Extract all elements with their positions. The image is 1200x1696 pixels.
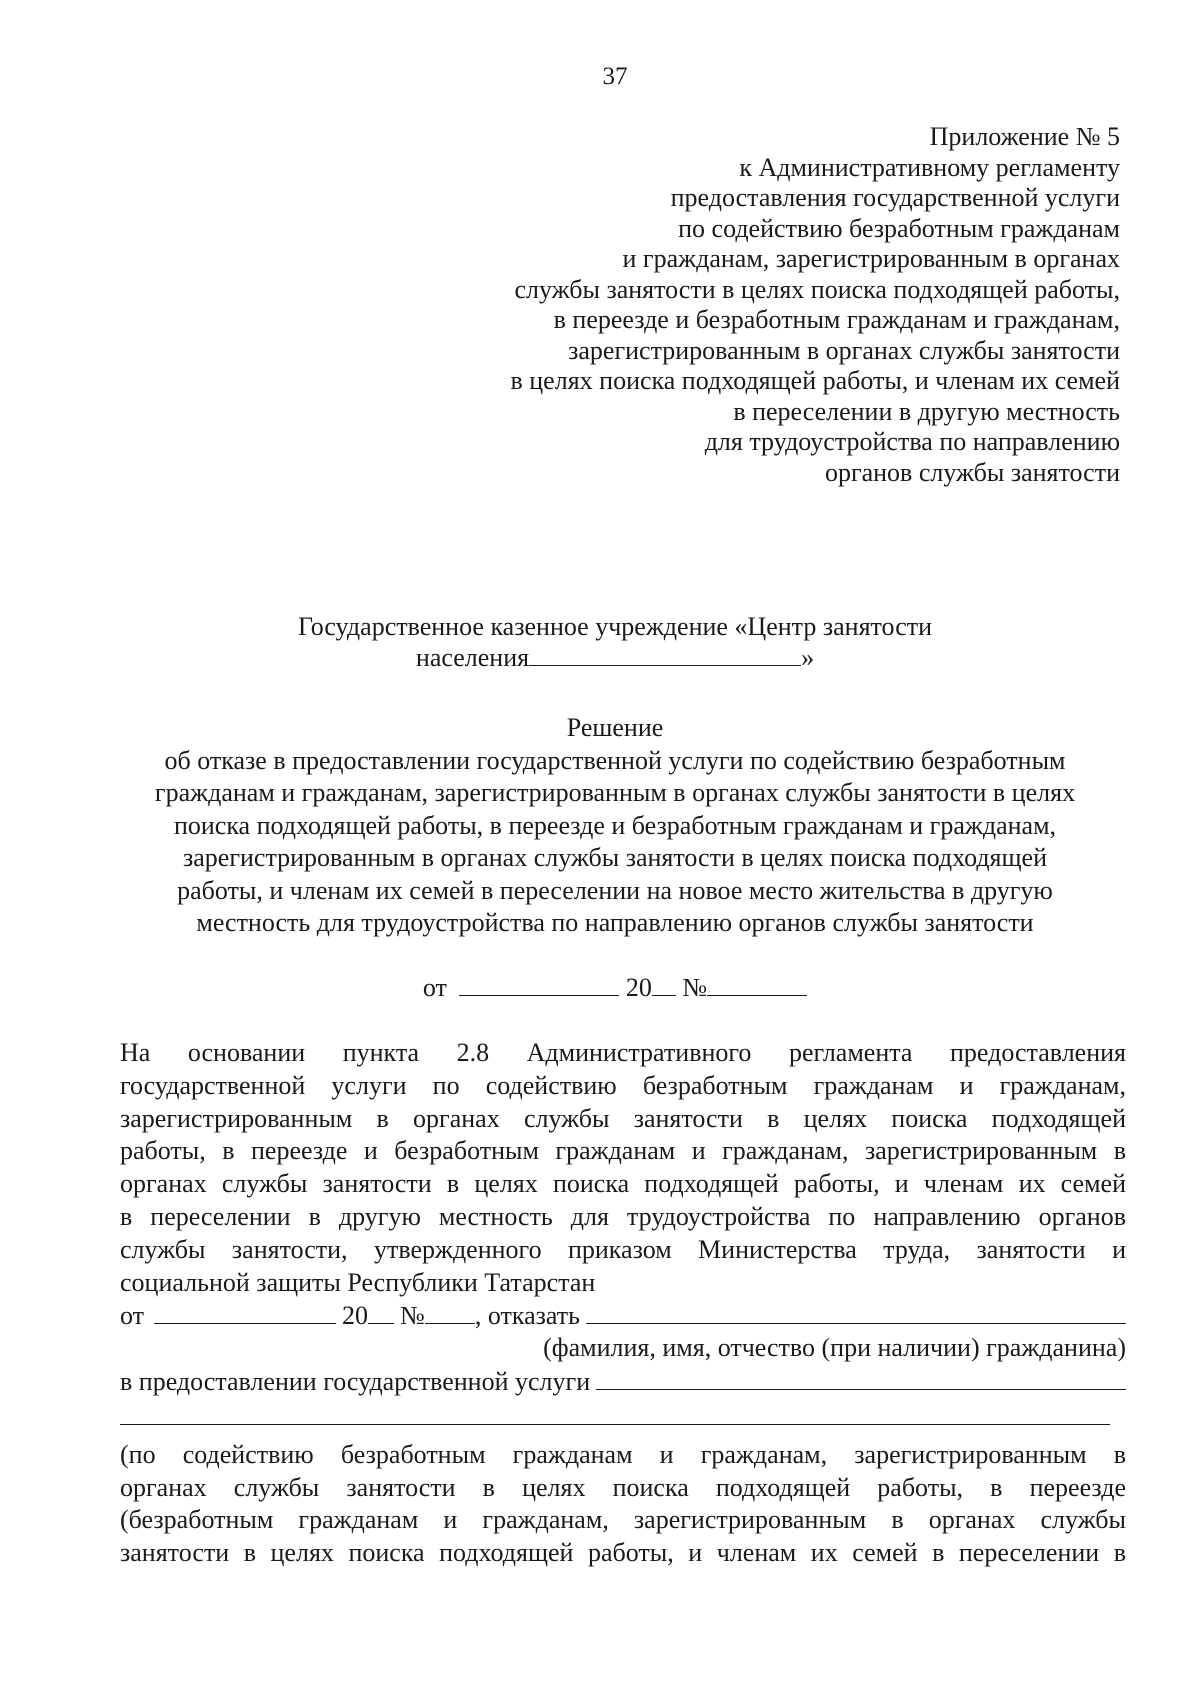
service-caption-line: (по содействию безработным гражданам и гражданам, зарегистрированным в [120,1439,1126,1469]
service-caption-line: (безработным гражданам и гражданам, зарегистрированным в органах службы [120,1505,1126,1535]
order-row [120,1299,1126,1332]
service-caption-line: занятости в целях поиска подходящей работы, и членам их семей в переселении в [120,1538,1126,1568]
number-blank [707,973,807,996]
body-line: в переселении в другую местность для трудоустройства по направлению органов [120,1201,1126,1231]
page-number: 37 [602,63,628,90]
body-line: государственной услуги по содействию безработным гражданам и гражданам, [120,1070,1126,1100]
order-number-blank [425,1301,475,1324]
decision-date-line [0,973,1200,1003]
year-blank [652,973,676,996]
appendix-line: зарегистрированным в органах службы занятости [568,335,1120,365]
service-label: в предоставлении государственной услуги [120,1366,591,1396]
organization-line-1: Государственное казенное учреждение «Центр занятости [297,612,933,641]
decision-line: работы, и членам их семей в переселении на новое место жительства в другую [177,875,1053,905]
appendix-line: предоставления государственной услуги [670,183,1120,212]
organization-heading [0,611,1200,673]
body-line: На основании пункта 2.8 Административного регламента предоставления [120,1038,1126,1067]
service-blank-line [120,1398,1110,1425]
decision-heading [0,712,1200,940]
appendix-line: в целях поиска подходящей работы, и членам их семей [510,366,1120,395]
appendix-line: к Административному регламенту [739,152,1120,182]
body-line: службы занятости, утвержденного приказом Министерства труда, занятости и [120,1234,1126,1264]
order-year-blank [368,1301,394,1324]
citizen-name-caption: (фамилия, имя, отчество (при наличии) гражданина) [543,1333,1126,1363]
order-from-label: от [120,1301,145,1331]
service-blank [596,1365,1126,1390]
number-sign: № [682,973,708,1002]
appendix-line: в переселении в другую местность [733,396,1120,426]
date-year-label: 20 [625,973,652,1002]
service-row [120,1365,1126,1398]
appendix-line: и гражданам, зарегистрированным в органах [622,244,1120,273]
refuse-label: , отказать [474,1301,580,1331]
date-from-label: от [422,973,447,1002]
citizen-name-blank [586,1299,1126,1324]
decision-body [120,1037,1126,1570]
appendix-line: в переезде и безработным гражданам и гражданам, [553,305,1120,334]
body-line: социальной защиты Республики Татарстан [120,1267,596,1297]
order-date-blank [154,1301,336,1324]
body-line: работы, в переезде и безработным гражданам и гражданам, зарегистрированным в [120,1136,1126,1166]
organization-line-2 [0,642,1200,673]
appendix-line: органов службы занятости [824,457,1120,487]
body-line: зарегистрированным в органах службы занятости в целях поиска подходящей [120,1103,1126,1133]
organization-suffix: » [801,643,815,672]
appendix-header [510,122,1120,488]
organization-prefix: населения [415,643,530,672]
decision-title: Решение [566,713,664,742]
organization-name-blank [529,643,801,666]
order-year-label: 20 [342,1301,369,1331]
decision-line: местность для трудоустройства по направлению органов службы занятости [196,908,1034,937]
decision-line: поиска подходящей работы, в переезде и безработным гражданам и гражданам, [173,810,1057,840]
date-blank [459,973,619,996]
appendix-line: Приложение № 5 [929,122,1120,151]
body-line: органах службы занятости в целях поиска подходящей работы, и членам их семей [120,1169,1126,1199]
appendix-line: по содействию безработным гражданам [678,213,1120,243]
appendix-line: службы занятости в целях поиска подходящей работы, [514,274,1120,304]
order-number-sign: № [400,1301,425,1331]
appendix-line: для трудоустройства по направлению [704,427,1120,456]
decision-line: гражданам и гражданам, зарегистрированным в органах службы занятости в целях [154,778,1076,807]
decision-line: зарегистрированным в органах службы занятости в целях поиска подходящей [182,843,1047,872]
decision-line: об отказе в предоставлении государственной услуги по содействию безработным [164,745,1066,775]
service-caption-line: органах службы занятости в целях поиска подходящей работы, в переезде [120,1472,1126,1502]
